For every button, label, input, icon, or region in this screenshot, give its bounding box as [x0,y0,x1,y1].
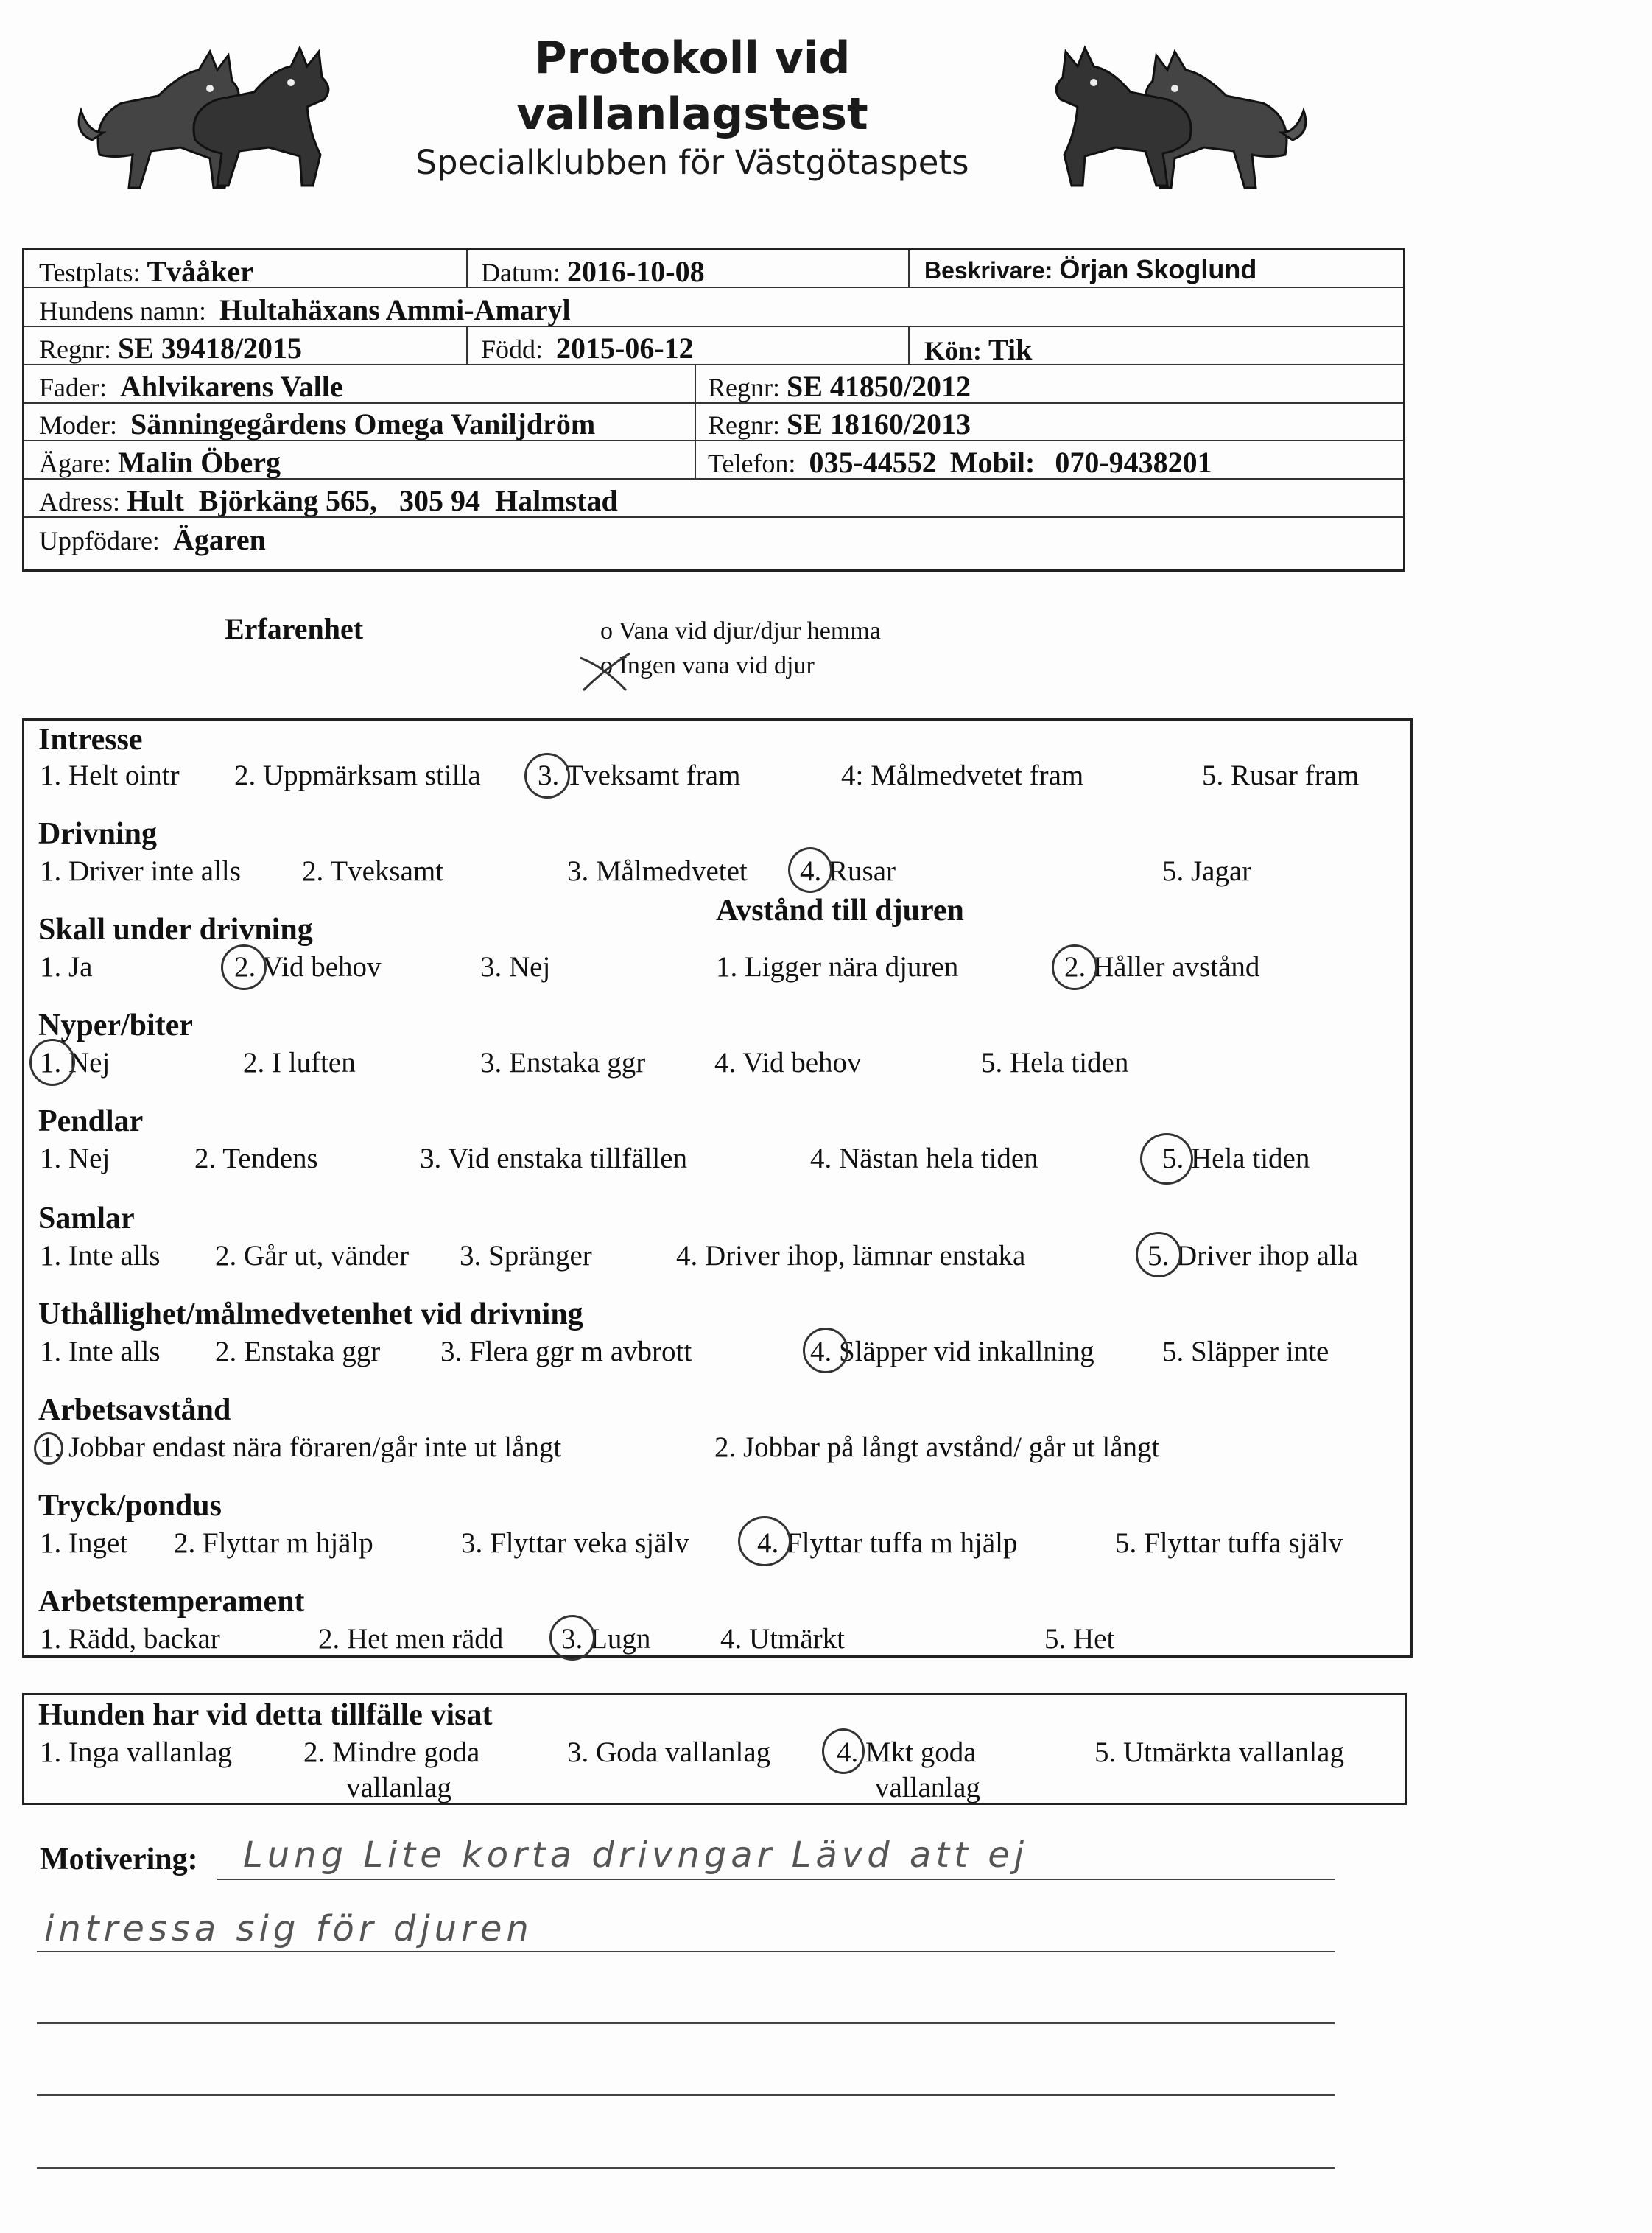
agare-label: Ägare: [39,449,111,478]
samlar-title: Samlar [38,1202,135,1235]
selection-circle [803,1328,848,1373]
datum-value: 2016-10-08 [566,255,705,288]
moder-regnr-label: Regnr: [708,410,780,440]
selection-circle [1136,1232,1181,1277]
fader-value: Ahlvikarens Valle [119,370,343,403]
pendlar-option-5: 5. Hela tiden [1162,1143,1310,1174]
selection-circle [822,1728,865,1774]
info-table [22,248,1405,572]
pendlar-title: Pendlar [38,1104,144,1138]
intresse-option-1: 1. Helt ointr [40,760,180,791]
nyper-option-5: 5. Hela tiden [981,1047,1129,1079]
visat-option-4: 4. Mkt goda [837,1736,977,1768]
beskrivare-label: Beskrivare: [924,257,1053,284]
erfarenhet-option-2: o Ingen vana vid djur [600,652,815,679]
intresse-option-2: 2. Uppmärksam stilla [234,760,481,791]
motivering-line [37,1951,1335,1952]
adress-value: Hult Björkäng 565, 305 94 Halmstad [127,484,618,517]
uthallighet-option-1: 1. Inte alls [40,1336,161,1367]
kon-value: Tik [988,333,1033,366]
tryck-option-2: 2. Flyttar m hjälp [174,1527,373,1559]
tryck-option-4: 4. Flyttar tuffa m hjälp [757,1527,1018,1559]
temperament-option-5: 5. Het [1044,1623,1115,1655]
moder-regnr-value: SE 18160/2013 [786,407,971,441]
motivering-label: Motivering: [40,1843,198,1876]
arbetsavstand-title: Arbetsavstånd [38,1393,231,1427]
fodd-value: 2015-06-12 [556,332,694,365]
drivning-option-3: 3. Målmedvetet [567,855,748,887]
samlar-option-3: 3. Spränger [460,1240,592,1272]
uthallighet-option-3: 3. Flera ggr m avbrott [440,1336,692,1367]
dog-logo-right [1042,29,1315,195]
samlar-option-5: 5. Driver ihop alla [1147,1240,1358,1272]
tryck-title: Tryck/pondus [38,1489,222,1523]
uthallighet-option-2: 2. Enstaka ggr [215,1336,381,1367]
cross-mark [574,645,633,696]
selection-circle [221,944,267,990]
motivering-line [37,2167,1335,2169]
drivning-option-4: 4. Rusar [800,855,896,887]
selection-circle [1140,1133,1193,1185]
nyper-option-3: 3. Enstaka ggr [480,1047,646,1079]
selection-circle [738,1516,791,1566]
temperament-title: Arbetstemperament [38,1585,305,1619]
subtitle: Specialklubben för Västgötaspets [415,143,969,182]
title-line1: Protokoll vid [534,32,851,84]
avstand-option-2: 2. Håller avstånd [1064,951,1260,983]
visat-option-2: 2. Mindre goda [303,1736,480,1768]
selection-circle [549,1615,595,1661]
intresse-option-5: 5. Rusar fram [1202,760,1360,791]
mobil-label: Mobil: [949,446,1036,479]
testplats-value: Tvååker [147,255,253,288]
erfarenhet-option-1: o Vana vid djur/djur hemma [600,617,881,645]
temperament-option-4: 4. Utmärkt [720,1623,845,1655]
hund-value: Hultahäxans Ammi-Amaryl [219,293,571,326]
fader-regnr-label: Regnr: [708,373,780,402]
motivering-handwriting-2: intressa sig för djuren [44,1908,533,1949]
avstand-title: Avstånd till djuren [716,894,964,928]
skall-option-1: 1. Ja [40,951,93,983]
kon-label: Kön: [924,336,983,365]
nyper-title: Nyper/biter [38,1009,193,1042]
motivering-line [37,2094,1335,2096]
visat-option-3: 3. Goda vallanlag [567,1736,771,1768]
telefon-label: Telefon: [708,449,796,478]
selection-circle [788,847,832,893]
uthallighet-option-4: 4. Släpper vid inkallning [810,1336,1094,1367]
adress-label: Adress: [39,487,120,516]
temperament-option-3: 3. Lugn [561,1623,651,1655]
visat-title: Hunden har vid detta tillfälle visat [38,1698,493,1732]
moder-label: Moder: [39,410,117,440]
intresse-option-4: 4: Målmedvetet fram [841,760,1084,791]
drivning-option-1: 1. Driver inte alls [40,855,241,887]
skall-option-3: 3. Nej [480,951,551,983]
fader-regnr-value: SE 41850/2012 [786,370,971,403]
uppfodare-value: Ägaren [172,523,266,556]
motivering-handwriting-1: Lung Lite korta drivngar Lävd att ej [243,1834,1029,1876]
visat-option-1: 1. Inga vallanlag [40,1736,232,1768]
telefon-value: 035-44552 [809,446,937,479]
selection-circle [34,1432,63,1465]
motivering-underline [217,1879,1335,1880]
tryck-option-5: 5. Flyttar tuffa själv [1115,1527,1343,1559]
regnr-label: Regnr: [39,334,111,364]
moder-value: Sänningegårdens Omega Vaniljdröm [130,407,596,441]
tryck-option-3: 3. Flyttar veka själv [461,1527,689,1559]
avstand-option-1: 1. Ligger nära djuren [716,951,959,983]
selection-circle [524,753,570,799]
uppfodare-label: Uppfödare: [39,526,160,555]
visat-option-4-line2: vallanlag [875,1772,980,1803]
nyper-option-1: 1. Nej [40,1047,110,1079]
pendlar-option-3: 3. Vid enstaka tillfällen [420,1143,688,1174]
temperament-option-2: 2. Het men rädd [318,1623,504,1655]
beskrivare-value: Örjan Skoglund [1059,254,1257,284]
pendlar-option-2: 2. Tendens [194,1143,318,1174]
fodd-label: Född: [481,334,544,364]
drivning-option-5: 5. Jagar [1162,855,1252,887]
arbetsavstand-option-2: 2. Jobbar på långt avstånd/ går ut långt [714,1431,1160,1463]
temperament-option-1: 1. Rädd, backar [40,1623,220,1655]
fader-label: Fader: [39,373,107,402]
samlar-option-4: 4. Driver ihop, lämnar enstaka [676,1240,1026,1272]
nyper-option-2: 2. I luften [243,1047,356,1079]
regnr-value: SE 39418/2015 [117,332,303,365]
datum-label: Datum: [481,258,560,287]
selection-circle [1052,944,1097,990]
visat-option-5: 5. Utmärkta vallanlag [1094,1736,1344,1768]
pendlar-option-4: 4. Nästan hela tiden [810,1143,1038,1174]
uthallighet-title: Uthållighet/målmedvetenhet vid drivning [38,1297,583,1331]
tryck-option-1: 1. Inget [40,1527,128,1559]
agare-value: Malin Öberg [117,446,281,479]
samlar-option-1: 1. Inte alls [40,1240,161,1272]
pendlar-option-1: 1. Nej [40,1143,110,1174]
skall-option-2: 2. Vid behov [234,951,382,983]
title-line2: vallanlagstest [516,88,868,140]
intresse-title: Intresse [38,723,143,757]
erfarenhet-label: Erfarenhet [225,612,364,645]
samlar-option-2: 2. Går ut, vänder [215,1240,410,1272]
hund-label: Hundens namn: [39,296,206,326]
mobil-value: 070-9438201 [1055,446,1212,479]
arbetsavstand-option-1: 1. Jobbar endast nära föraren/går inte ut långt [40,1431,562,1463]
intresse-option-3: 3. Tveksamt fram [538,760,741,791]
dog-logo-left [70,29,342,195]
visat-option-2-line2: vallanlag [346,1772,451,1803]
nyper-option-4: 4. Vid behov [714,1047,862,1079]
testplats-label: Testplats: [39,258,141,287]
skall-title: Skall under drivning [38,913,313,947]
drivning-title: Drivning [38,817,158,851]
motivering-line [37,2022,1335,2024]
drivning-option-2: 2. Tveksamt [302,855,444,887]
selection-circle [29,1039,75,1086]
uthallighet-option-5: 5. Släpper inte [1162,1336,1329,1367]
